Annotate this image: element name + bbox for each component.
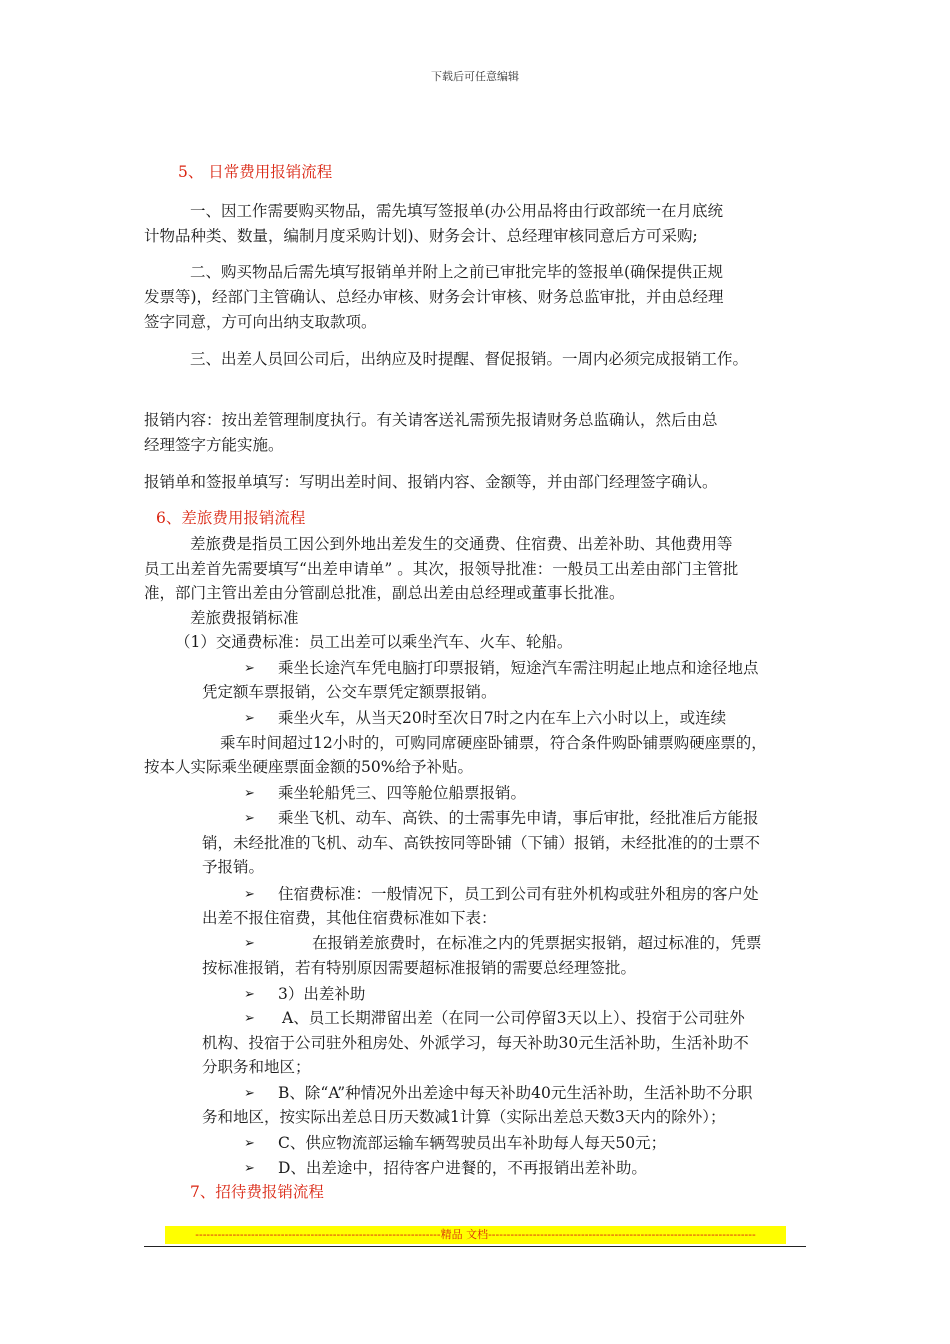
text-line: C、供应物流部运输车辆驾驶员出车补助每人每天50元； bbox=[278, 1134, 667, 1152]
page-header: 下载后可任意编辑 bbox=[431, 70, 519, 83]
text-line: D、出差途中，招待客户进餐的，不再报销出差补助。 bbox=[278, 1159, 647, 1177]
bullet-icon: ➢ bbox=[244, 1086, 255, 1101]
section-heading: 7、招待费报销流程 bbox=[190, 1183, 324, 1201]
bullet-icon: ➢ bbox=[244, 711, 255, 726]
text-line: 按本人实际乘坐硬座票面金额的50%给予补贴。 bbox=[144, 758, 473, 776]
text-line: 出差不报住宿费，其他住宿费标准如下表： bbox=[202, 909, 497, 927]
text-line: 乘坐飞机、动车、高铁、的士需事先申请，事后审批，经批准后方能报 bbox=[278, 809, 759, 827]
footer-rule bbox=[144, 1246, 806, 1247]
text-line: 员工出差首先需要填写“出差申请单” 。其次，报领导批准：一般员工出差由部门主管批 bbox=[144, 560, 739, 578]
bullet-icon: ➢ bbox=[244, 811, 255, 826]
text-line: 一、因工作需要购买物品，需先填写签报单(办公用品将由行政部统一在月底统 bbox=[190, 202, 724, 220]
text-line: 予报销。 bbox=[202, 858, 265, 876]
text-line: 3）出差补助 bbox=[278, 985, 366, 1003]
text-line: 乘车时间超过12小时的，可购同席硬座卧铺票，符合条件购卧铺票购硬座票的， bbox=[220, 734, 767, 752]
bullet-icon: ➢ bbox=[244, 987, 255, 1002]
text-line: 分职务和地区； bbox=[202, 1058, 311, 1076]
text-line: B、除“A”种情况外出差途中每天补助40元生活补助，生活补助不分职 bbox=[278, 1084, 753, 1102]
text-line: 销，未经批准的飞机、动车、高铁按同等卧铺（下铺）报销，未经批准的的士票不 bbox=[202, 834, 761, 852]
text-line: 报销内容：按出差管理制度执行。有关请客送礼需预先报请财务总监确认，然后由总 bbox=[144, 411, 718, 429]
text-line: 机构、投宿于公司驻外租房处、外派学习，每天补助30元生活补助，生活补助不 bbox=[202, 1034, 749, 1052]
text-line: 乘坐火车，从当天20时至次日7时之内在车上六小时以上，或连续 bbox=[278, 709, 727, 727]
text-line: 在报销差旅费时，在标准之内的凭票据实报销，超过标准的，凭票 bbox=[312, 934, 762, 952]
text-line: 住宿费标准：一般情况下，员工到公司有驻外机构或驻外租房的客户处 bbox=[278, 885, 759, 903]
text-line: 签字同意，方可向出纳支取款项。 bbox=[144, 313, 377, 331]
text-line: 按标准报销，若有特别原因需要超标准报销的需要总经理签批。 bbox=[202, 959, 637, 977]
text-line: （1）交通费标准：员工出差可以乘坐汽车、火车、轮船。 bbox=[175, 633, 573, 651]
footer-banner: ------------------------------------------------------------------精品 文档------------------------------------------------------------------------ bbox=[165, 1226, 786, 1244]
text-line: 乘坐长途汽车凭电脑打印票报销，短途汽车需注明起止地点和途径地点 bbox=[278, 659, 759, 677]
section-heading: 5、 日常费用报销流程 bbox=[178, 163, 333, 181]
text-line: 凭定额车票报销，公交车票凭定额票报销。 bbox=[202, 683, 497, 701]
text-line: 差旅费报销标准 bbox=[190, 609, 299, 627]
text-line: A、员工长期滞留出差（在同一公司停留3天以上）、投宿于公司驻外 bbox=[282, 1009, 745, 1027]
text-line: 发票等)，经部门主管确认、总经办审核、财务会计审核、财务总监审批，并由总经理 bbox=[144, 288, 724, 306]
bullet-icon: ➢ bbox=[244, 1161, 255, 1176]
text-line: 计物品种类、数量，编制月度采购计划)、财务会计、总经理审核同意后方可采购; bbox=[144, 227, 698, 245]
text-line: 差旅费是指员工因公到外地出差发生的交通费、住宿费、出差补助、其他费用等 bbox=[190, 535, 733, 553]
bullet-icon: ➢ bbox=[244, 1136, 255, 1151]
section-heading: 6、差旅费用报销流程 bbox=[156, 509, 306, 527]
text-line: 报销单和签报单填写：写明出差时间、报销内容、金额等，并由部门经理签字确认。 bbox=[144, 473, 718, 491]
text-line: 三、出差人员回公司后，出纳应及时提醒、督促报销。一周内必须完成报销工作。 bbox=[190, 350, 749, 368]
text-line: 二、购买物品后需先填写报销单并附上之前已审批完毕的签报单(确保提供正规 bbox=[190, 263, 724, 281]
bullet-icon: ➢ bbox=[244, 887, 255, 902]
bullet-icon: ➢ bbox=[244, 786, 255, 801]
bullet-icon: ➢ bbox=[244, 661, 255, 676]
text-line: 乘坐轮船凭三、四等舱位船票报销。 bbox=[278, 784, 527, 802]
bullet-icon: ➢ bbox=[244, 936, 255, 951]
text-line: 准，部门主管出差由分管副总批准，副总出差由总经理或董事长批准。 bbox=[144, 584, 625, 602]
text-line: 经理签字方能实施。 bbox=[144, 436, 284, 454]
bullet-icon: ➢ bbox=[244, 1011, 255, 1026]
text-line: 务和地区，按实际出差总日历天数减1计算（实际出差总天数3天内的除外）； bbox=[202, 1108, 726, 1126]
